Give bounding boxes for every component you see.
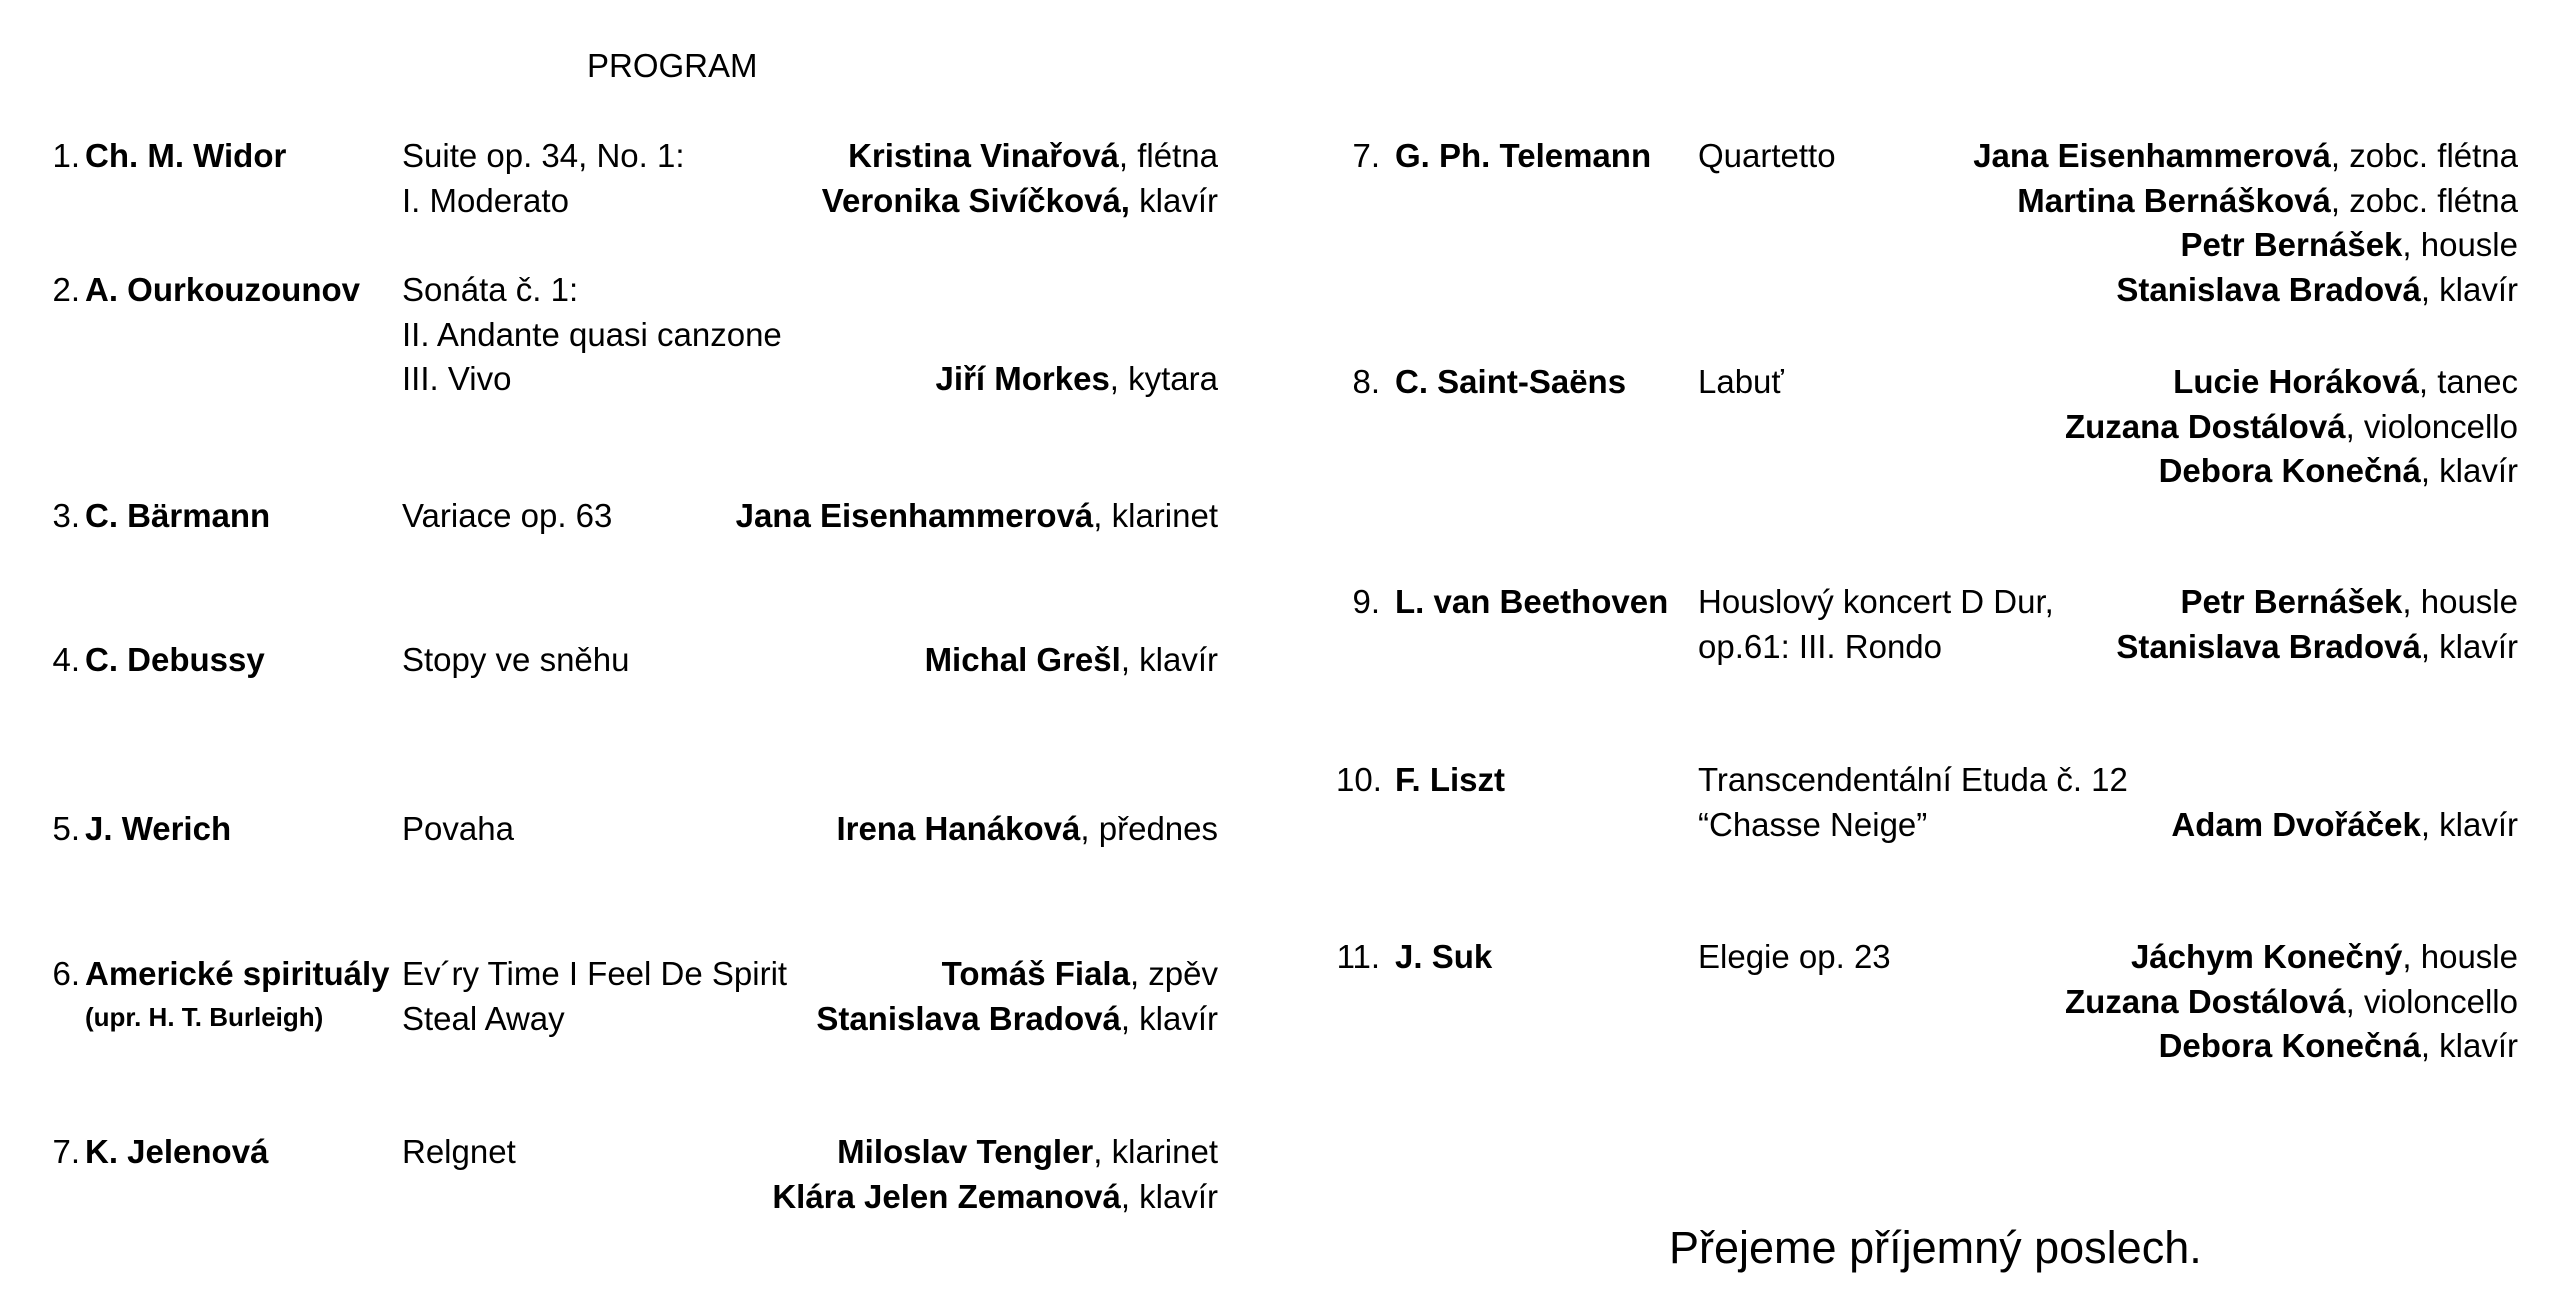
composer-name xyxy=(1395,134,1651,179)
item-number: 11. xyxy=(1336,938,1380,975)
performer-instrument: , klavír xyxy=(1120,1177,1218,1215)
performer xyxy=(2171,803,2518,848)
composer-label: G. Ph. Telemann xyxy=(1395,137,1652,174)
work-title xyxy=(1698,935,1891,980)
performer-name: Irena Hanáková xyxy=(836,810,1081,847)
work-title xyxy=(1698,360,1784,405)
performer-name: Debora Konečná xyxy=(2158,452,2421,489)
performer xyxy=(1973,268,2518,313)
work-line: Suite op. 34, No. 1: xyxy=(402,137,685,174)
item-number: 6. xyxy=(52,955,80,992)
work-line: Povaha xyxy=(402,810,514,847)
composer-name xyxy=(1395,758,1505,803)
work-title xyxy=(402,1130,516,1175)
performer-name: Kristina Vinařová xyxy=(848,137,1119,174)
work-title xyxy=(402,638,630,683)
performer-instrument: , přednes xyxy=(1080,810,1218,847)
performer xyxy=(1973,134,2518,179)
performer xyxy=(836,807,1218,852)
performer-name: Zuzana Dostálová xyxy=(2064,407,2346,445)
performer-instrument: , violoncello xyxy=(2345,407,2518,445)
performer xyxy=(936,357,1218,402)
performer xyxy=(2065,449,2518,494)
performer-name: Petr Bernášek xyxy=(2180,226,2403,263)
composer-label: C. Debussy xyxy=(85,641,265,678)
composer-label: L. van Beethoven xyxy=(1395,583,1669,620)
performers-list xyxy=(736,494,1218,539)
performer-instrument: , housle xyxy=(2402,938,2518,975)
performer-instrument: , klavír xyxy=(1120,999,1218,1037)
work-title xyxy=(402,952,787,1041)
performer-instrument: , klavír xyxy=(2420,1027,2518,1064)
work-title xyxy=(402,134,685,223)
item-number: 1. xyxy=(52,137,80,174)
work-title xyxy=(1698,134,1836,179)
composer-label: J. Suk xyxy=(1395,938,1493,975)
performers-list xyxy=(836,807,1218,852)
work-title xyxy=(402,807,514,852)
performer xyxy=(2065,405,2518,450)
performer-instrument: , housle xyxy=(2402,583,2518,620)
performer xyxy=(772,1130,1218,1175)
performers-list xyxy=(2116,580,2518,669)
composer-label: Americké spirituály xyxy=(85,955,390,992)
performer-instrument: , klarinet xyxy=(1093,1133,1218,1170)
item-number: 8. xyxy=(1352,363,1380,400)
performer-name: Petr Bernášek xyxy=(2180,583,2403,620)
performer-name: Jáchym Konečný xyxy=(2130,938,2403,975)
performer xyxy=(936,313,1218,358)
performers-list xyxy=(2065,360,2518,494)
composer-label: A. Ourkouzounov xyxy=(85,271,360,308)
performer xyxy=(2171,758,2518,803)
performer-instrument: , kytara xyxy=(1109,360,1218,397)
work-line: Steal Away xyxy=(402,999,565,1037)
performers-list xyxy=(2171,758,2518,847)
performers-list xyxy=(936,268,1218,402)
performer-instrument: , zobc. flétna xyxy=(2330,181,2518,219)
work-line: Sonáta č. 1: xyxy=(402,271,579,308)
composer-label: C. Saint-Saëns xyxy=(1395,363,1627,400)
performer-instrument: , klarinet xyxy=(1093,497,1218,534)
performer-name: Jiří Morkes xyxy=(935,360,1110,397)
performer-name: Zuzana Dostálová xyxy=(2064,982,2346,1020)
composer-name xyxy=(1395,360,1626,405)
performer-instrument: , klavír xyxy=(1120,641,1218,678)
performers-list xyxy=(816,952,1218,1041)
performer-name: Lucie Horáková xyxy=(2173,363,2419,400)
work-title xyxy=(1698,580,2054,669)
performer-instrument: , klavír xyxy=(2420,452,2518,489)
performer-name: Stanislava Bradová xyxy=(2116,627,2421,665)
work-line: Ev´ry Time I Feel De Spirit xyxy=(402,955,788,992)
item-number: 5. xyxy=(52,810,80,847)
performer xyxy=(2065,1024,2518,1069)
performer-name: Miloslav Tengler xyxy=(837,1133,1094,1170)
performer xyxy=(925,638,1218,683)
performer-name: Stanislava Bradová xyxy=(816,999,1121,1037)
performer-instrument: , klavír xyxy=(2420,270,2518,308)
work-line: Transcendentální Etuda č. 12 xyxy=(1698,761,2128,798)
arranger-note: (upr. H. T. Burleigh) xyxy=(85,1001,324,1032)
composer-name xyxy=(85,494,270,539)
performer xyxy=(2065,360,2518,405)
performer-instrument: , zpěv xyxy=(1129,955,1218,992)
performer xyxy=(822,179,1218,224)
program-title: PROGRAM xyxy=(587,47,758,84)
performer xyxy=(2116,625,2518,670)
work-line: Houslový koncert D Dur, xyxy=(1698,583,2054,620)
performer-instrument: , housle xyxy=(2402,226,2518,263)
performers-list xyxy=(1973,134,2518,312)
performer-name: Jana Eisenhammerová xyxy=(1973,137,2331,174)
item-number: 10. xyxy=(1336,761,1382,798)
work-title xyxy=(1698,758,2128,847)
composer-label: C. Bärmann xyxy=(85,497,271,534)
performers-list xyxy=(925,638,1218,683)
item-number: 9. xyxy=(1352,583,1380,620)
item-number: 7. xyxy=(52,1133,80,1170)
performer xyxy=(822,134,1218,179)
performer xyxy=(2065,935,2518,980)
work-title xyxy=(402,494,612,539)
performer xyxy=(2116,580,2518,625)
performer xyxy=(816,997,1218,1042)
performer-name: Tomáš Fiala xyxy=(941,955,1130,992)
work-line: Variace op. 63 xyxy=(402,497,613,534)
composer-name xyxy=(85,952,389,1037)
work-line: I. Moderato xyxy=(402,181,569,219)
performer-instrument: , zobc. flétna xyxy=(2330,137,2518,174)
performer xyxy=(936,268,1218,313)
performer-instrument: klavír xyxy=(1129,181,1218,219)
performer-name: Veronika Sivíčková, xyxy=(821,181,1130,219)
composer-name xyxy=(85,638,265,683)
composer-name xyxy=(85,807,231,852)
performer xyxy=(772,1175,1218,1220)
performer-name: Jana Eisenhammerová xyxy=(735,497,1094,534)
performer-instrument: , klavír xyxy=(2420,805,2518,843)
item-number: 4. xyxy=(52,641,80,678)
performer xyxy=(2065,980,2518,1025)
composer-label: F. Liszt xyxy=(1395,761,1506,798)
composer-label: Ch. M. Widor xyxy=(85,137,287,174)
performer xyxy=(1973,179,2518,224)
work-line: op.61: III. Rondo xyxy=(1698,627,1943,665)
composer-name xyxy=(85,1130,268,1175)
composer-name xyxy=(85,134,286,179)
item-number: 7. xyxy=(1352,137,1380,174)
performer-instrument: , violoncello xyxy=(2345,982,2518,1020)
performers-list xyxy=(2065,935,2518,1069)
composer-label: K. Jelenová xyxy=(85,1133,269,1170)
performer-name: Debora Konečná xyxy=(2158,1027,2421,1064)
performer-name: Martina Bernášková xyxy=(2017,181,2331,219)
performer-instrument: , klavír xyxy=(2420,627,2518,665)
work-line: Elegie op. 23 xyxy=(1698,938,1891,975)
work-line: II. Andante quasi canzone xyxy=(402,315,782,353)
composer-name xyxy=(1395,580,1668,625)
performer-name: Klára Jelen Zemanová xyxy=(772,1177,1121,1215)
work-line: Stopy ve sněhu xyxy=(402,641,630,678)
performer-instrument: , tanec xyxy=(2418,363,2518,400)
performer-instrument: , flétna xyxy=(1118,137,1218,174)
performer xyxy=(1973,223,2518,268)
performer-name: Adam Dvořáček xyxy=(2171,805,2421,843)
work-line: “Chasse Neige” xyxy=(1698,805,1928,843)
performer-name: Michal Grešl xyxy=(924,641,1121,678)
composer-name xyxy=(1395,935,1492,980)
composer-label: J. Werich xyxy=(85,810,232,847)
work-line: Labuť xyxy=(1698,363,1784,400)
performers-list xyxy=(822,134,1218,223)
composer-name xyxy=(85,268,360,313)
work-line: III. Vivo xyxy=(402,360,512,397)
item-number: 3. xyxy=(52,497,80,534)
performer xyxy=(816,952,1218,997)
item-number: 2. xyxy=(52,271,80,308)
closing-message: Přejeme příjemný poslech. xyxy=(1669,1222,2202,1273)
performer-name: Stanislava Bradová xyxy=(2116,270,2421,308)
work-line: Relgnet xyxy=(402,1133,516,1170)
work-line: Quartetto xyxy=(1698,137,1836,174)
performer xyxy=(736,494,1218,539)
performers-list xyxy=(772,1130,1218,1219)
work-title xyxy=(402,268,782,402)
